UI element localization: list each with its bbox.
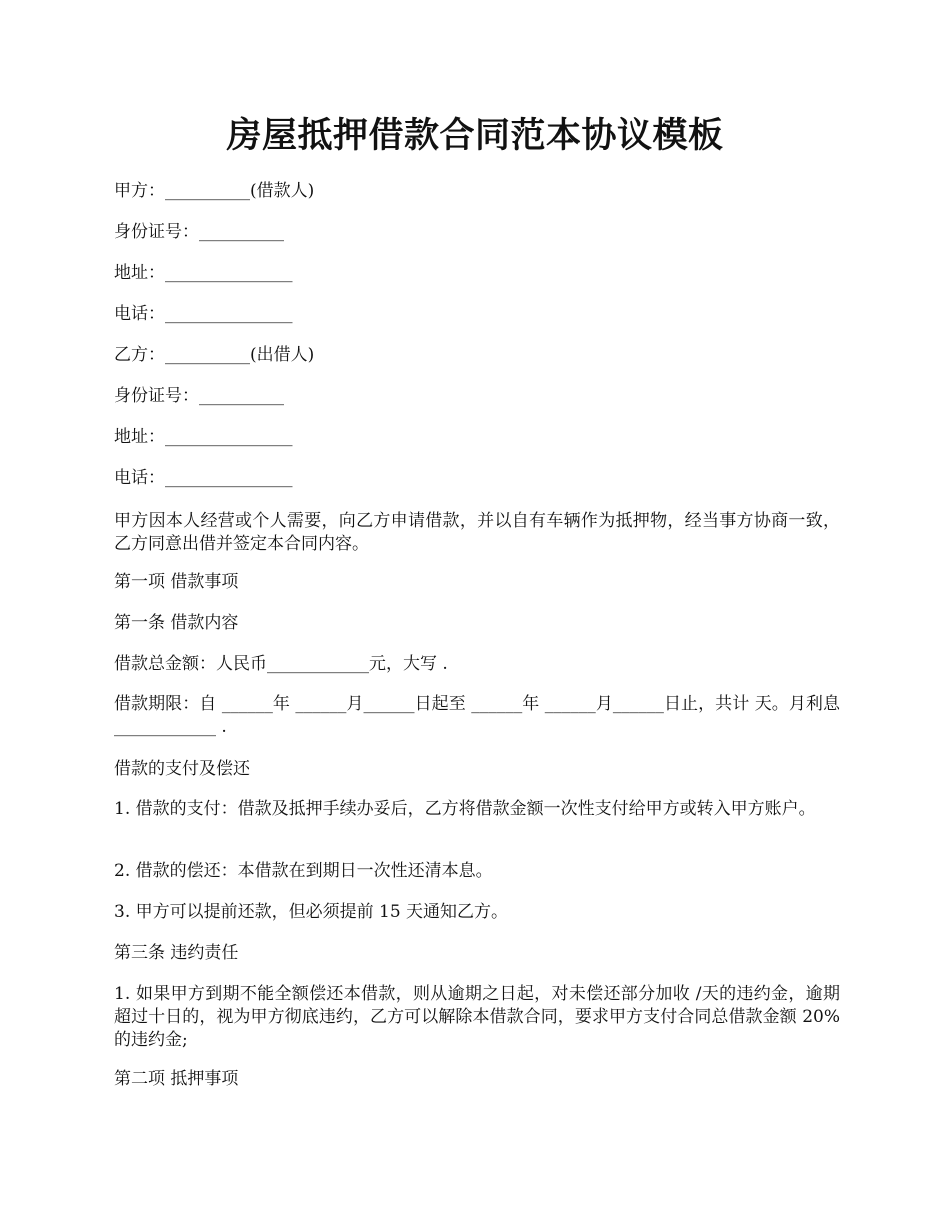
section-heading-mortgage: 第二项 抵押事项 [114,1069,239,1089]
liability-clause-1: 1. 如果甲方到期不能全额偿还本借款，则从逾期之日起，对未偿还部分加收 /天的违约金，逾期超过十日的，视为甲方彻底违约，乙方可以解除本借款合同，要求甲方支付合同总借款金额 20%的违约金; [114,984,840,1050]
party-b-id-number: 身份证号：__________ [114,386,284,406]
party-a-id-number: 身份证号：__________ [114,222,284,242]
section-heading-loan: 第一项 借款事项 [114,572,239,592]
party-b-address: 地址：_______________ [114,427,293,447]
party-b-phone: 电话：_______________ [114,468,293,488]
payment-clause-2: 2. 借款的偿还：本借款在到期日一次性还清本息。 [114,861,493,881]
loan-term-paragraph: 借款期限：自 ______年 ______月______日起至 ______年 ______月______日止，共计 天。月利息____________ . [114,694,840,737]
party-a-address: 地址：_______________ [114,263,293,283]
loan-amount-line: 借款总金额：人民币____________元，大写 . [114,654,448,674]
party-a-name: 甲方：__________(借款人) [114,181,315,201]
payment-heading: 借款的支付及偿还 [114,759,250,779]
article-heading-loan-content: 第一条 借款内容 [114,613,239,633]
document-title: 房屋抵押借款合同范本协议模板 [226,115,724,156]
payment-clause-3: 3. 甲方可以提前还款，但必须提前 15 天通知乙方。 [114,902,509,922]
article-heading-liability: 第三条 违约责任 [114,943,239,963]
party-b-name: 乙方：__________(出借人) [114,345,315,365]
party-a-phone: 电话：_______________ [114,304,293,324]
payment-clause-1: 1. 借款的支付：借款及抵押手续办妥后，乙方将借款金额一次性支付给甲方或转入甲方账户。 [114,799,816,819]
preamble-paragraph: 甲方因本人经营或个人需要，向乙方申请借款，并以自有车辆作为抵押物，经当事方协商一致，乙方同意出借并签定本合同内容。 [114,511,840,554]
